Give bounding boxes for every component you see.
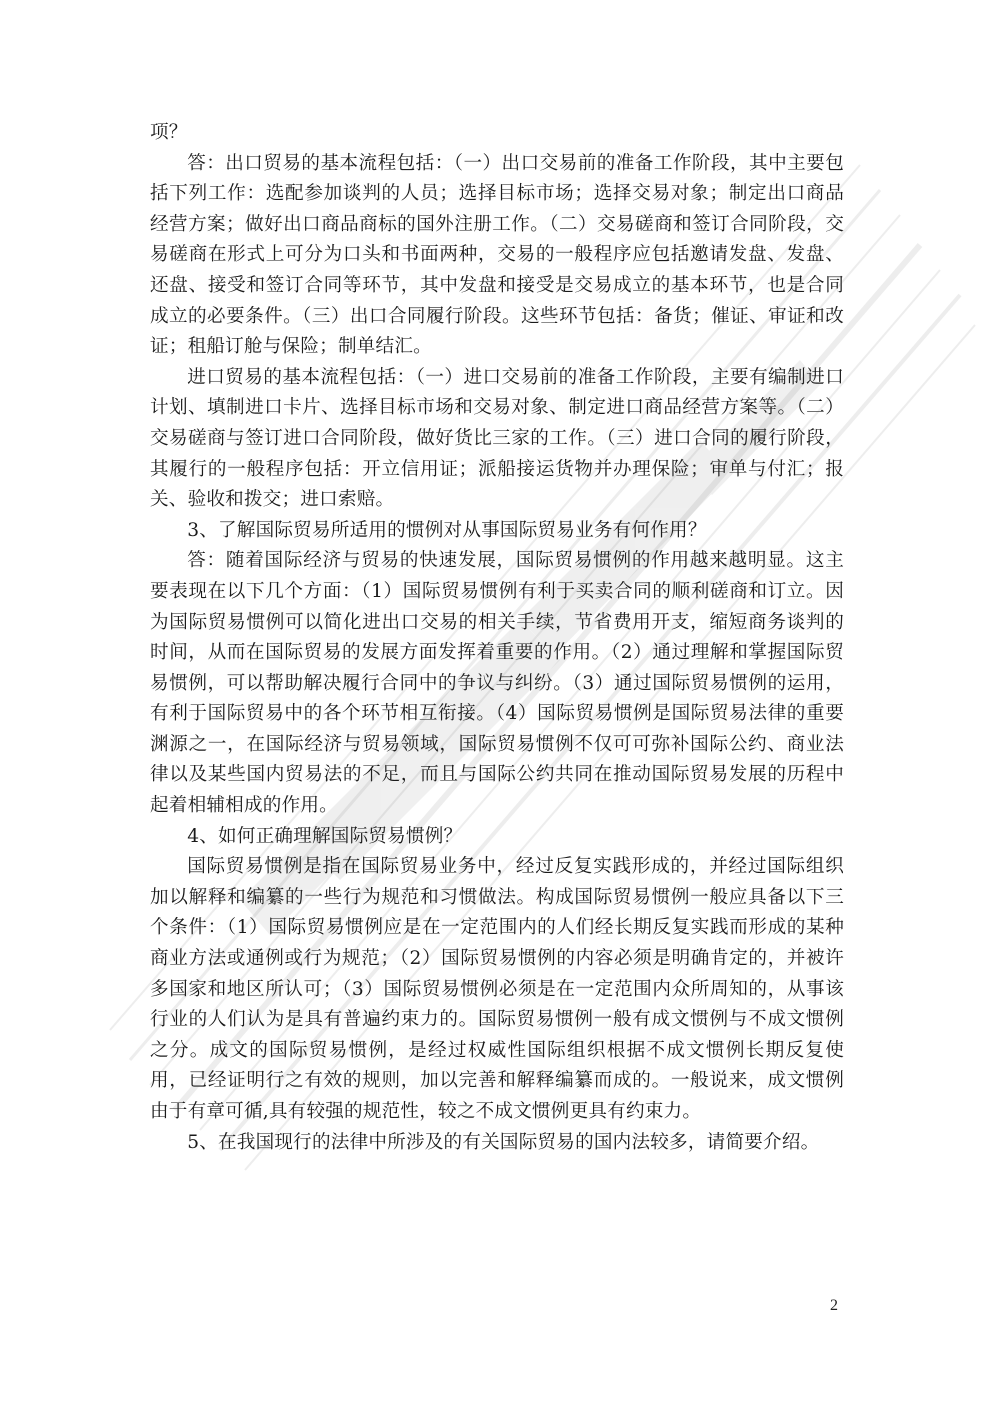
paragraph-export-process-answer: 答：出口贸易的基本流程包括：（一）出口交易前的准备工作阶段，其中主要包括下列工作：选配参加谈判的人员；选择目标市场；选择交易对象；制定出口商品经营方案；做好出口商品商标的国外注册工作。（二）交易磋商和签订合同阶段，交易磋商在形式上可分为口头和书面两种，交易的一般程序应包括邀请发盘、发盘、还盘、接受和签订合同等环节，其中发盘和接受是交易成立的基本环节，也是合同成立的必要条件。（三）出口合同履行阶段。这些环节包括：备货；催证、审证和改证；租船订舱与保险；制单结汇。 bbox=[150, 152, 844, 358]
answer-3: 答：随着国际经济与贸易的快速发展，国际贸易惯例的作用越来越明显。这主要表现在以下几个方面：（1）国际贸易惯例有利于买卖合同的顺利磋商和订立。因为国际贸易惯例可以简化进出口交易的相关手续，节省费用开支，缩短商务谈判的时间，从而在国际贸易的发展方面发挥着重要的作用。（2）通过理解和掌握国际贸易惯例，可以帮助解决履行合同中的争议与纠纷。（3）通过国际贸易惯例的运用，有利于国际贸易中的各个环节相互衔接。（4）国际贸易惯例是国际贸易法律的重要渊源之一，在国际经济与贸易领域，国际贸易惯例不仅可可弥补国际公约、商业法律以及某些国内贸易法的不足，而且与国际公约共同在推动国际贸易发展的历程中起着相辅相成的作用。 bbox=[150, 550, 844, 817]
question-4: 4、如何正确理解国际贸易惯例？ bbox=[187, 825, 463, 847]
document-body bbox=[150, 118, 844, 1158]
question-3: 3、了解国际贸易所适用的惯例对从事国际贸易业务有何作用？ bbox=[187, 519, 707, 541]
question-5: 5、在我国现行的法律中所涉及的有关国际贸易的国内法较多，请简要介绍。 bbox=[187, 1131, 820, 1153]
page-number: 2 bbox=[830, 1297, 838, 1314]
paragraph-continuation: 项？ bbox=[150, 122, 188, 143]
paragraph-import-process: 进口贸易的基本流程包括：（一）进口交易前的准备工作阶段，主要有编制进口计划、填制进口卡片、选择目标市场和交易对象、制定进口商品经营方案等。（二）交易磋商与签订进口合同阶段，做好货比三家的工作。（三）进口合同的履行阶段，其履行的一般程序包括：开立信用证；派船接运货物并办理保险；审单与付汇；报关、验收和拨交；进口索赔。 bbox=[150, 366, 844, 511]
answer-4: 国际贸易惯例是指在国际贸易业务中，经过反复实践形成的，并经过国际组织加以解释和编纂的一些行为规范和习惯做法。构成国际贸易惯例一般应具备以下三个条件：（1）国际贸易惯例应是在一定范围内的人们经长期反复实践而形成的某种商业方法或通例或行为规范；（2）国际贸易惯例的内容必须是明确肯定的，并被许多国家和地区所认可；（3）国际贸易惯例必须是在一定范围内众所周知的，从事该行业的人们认为是具有普遍约束力的。国际贸易惯例一般有成文惯例与不成文惯例之分。成文的国际贸易惯例，是经过权威性国际组织根据不成文惯例长期反复使用，已经证明行之有效的规则，加以完善和解释编纂而成的。一般说来，成文惯例由于有章可循,具有较强的规范性，较之不成文惯例更具有约束力。 bbox=[150, 856, 844, 1122]
